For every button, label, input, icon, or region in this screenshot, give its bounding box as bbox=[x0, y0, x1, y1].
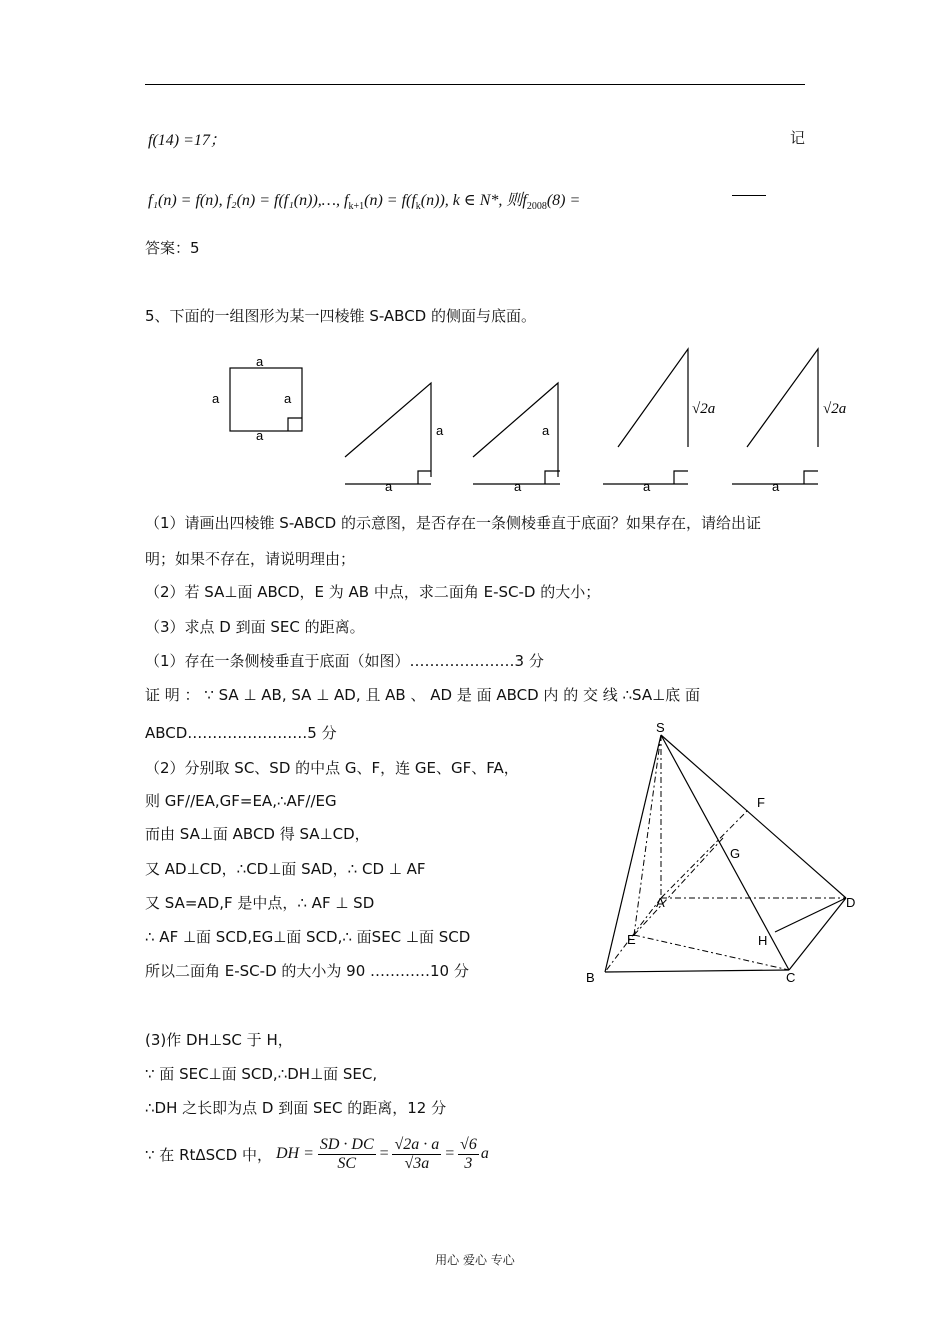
svg-text:G: G bbox=[730, 846, 741, 861]
solution-2-line: 又 AD⊥CD，∴CD⊥面 SAD，∴ CD ⊥ AF bbox=[145, 860, 426, 878]
svg-text:H: H bbox=[758, 933, 768, 948]
solution-proof: 证 明 ： ∵ SA ⊥ AB, SA ⊥ AD, 且 AB 、 AD 是 面 ABCD 内 的 交 线 ∴SA⊥底 面 bbox=[145, 686, 700, 704]
svg-text:A: A bbox=[656, 895, 665, 910]
solution-2-result: 所以二面角 E-SC-D 的大小为 90 …………10 分 bbox=[145, 962, 469, 980]
svg-text:E: E bbox=[627, 932, 636, 947]
svg-text:C: C bbox=[786, 970, 796, 985]
solution-2-line: ∴ AF ⊥面 SCD,EG⊥面 SCD,∴ 面SEC ⊥面 SCD bbox=[145, 928, 471, 946]
solution-3-intro: (3)作 DH⊥SC 于 H， bbox=[145, 1031, 293, 1049]
solution-3-formula: ∵ 在 RtΔSCD 中， DH = $\frac{SD \cdot DC}{SC}$ = $\frac{√2a \cdot a}{√3a}$ = $\frac{√6}{3}$ a bbox=[145, 1135, 489, 1172]
svg-text:a: a bbox=[772, 479, 780, 494]
right-angle-mark bbox=[288, 418, 302, 431]
solution-score-5: ABCD……………………5 分 bbox=[145, 724, 337, 742]
solution-2-line: 又 SA=AD,F 是中点，∴ AF ⊥ SD bbox=[145, 894, 375, 912]
solution-2-line: 而由 SA⊥面 ABCD 得 SA⊥CD， bbox=[145, 825, 370, 843]
side-face-1 bbox=[345, 383, 431, 477]
solution-3-line: ∴DH 之长即为点 D 到面 SEC 的距离，12 分 bbox=[145, 1099, 447, 1117]
svg-text:a: a bbox=[514, 479, 522, 494]
svg-text:a: a bbox=[284, 391, 292, 406]
svg-text:a: a bbox=[436, 423, 444, 438]
svg-text:D: D bbox=[846, 895, 856, 910]
answer-text: 答案：5 bbox=[145, 239, 200, 257]
answer-blank bbox=[732, 195, 766, 196]
question-2: （2）若 SA⊥面 ABCD，E 为 AB 中点，求二面角 E-SC-D 的大小； bbox=[145, 583, 601, 601]
pyramid-figure bbox=[580, 720, 870, 990]
question-1b: 明；如果不存在，请说明理由； bbox=[145, 550, 356, 568]
recursive-formula: f₁(n) = f(n), f₂(n) = f(f₁(n)),…, $f_{k+1}(n) = f(f_k(n))$, k ∈ N*, 则$f_{2008}(8)$ = bbox=[148, 192, 581, 212]
svg-text:B: B bbox=[586, 970, 595, 985]
svg-text:a: a bbox=[256, 354, 264, 369]
solution-2-intro: （2）分别取 SC、SD 的中点 G、F，连 GE、GF、FA， bbox=[145, 759, 519, 777]
solution-2-line: 则 GF//EA,GF=EA,∴AF//EG bbox=[145, 792, 337, 810]
problem-title: 5、下面的一组图形为某一四棱锥 S-ABCD 的侧面与底面。 bbox=[145, 307, 536, 325]
svg-text:√2a: √2a bbox=[692, 401, 716, 417]
svg-text:S: S bbox=[656, 720, 665, 735]
f14-line: f(14) =17； bbox=[148, 132, 226, 149]
solution-1: （1）存在一条侧棱垂直于底面（如图）…………………3 分 bbox=[145, 652, 544, 670]
solution-3-line: ∵ 面 SEC⊥面 SCD,∴DH⊥面 SEC, bbox=[145, 1065, 378, 1083]
svg-text:√2a: √2a bbox=[823, 401, 847, 417]
header-rule bbox=[145, 84, 805, 85]
svg-text:a: a bbox=[542, 423, 550, 438]
question-3: （3）求点 D 到面 SEC 的距离。 bbox=[145, 618, 365, 636]
faces-figure bbox=[200, 345, 880, 500]
ji-char: 记 bbox=[790, 129, 806, 147]
question-1a: （1）请画出四棱锥 S-ABCD 的示意图，是否存在一条侧棱垂直于底面？如果存在，请给出证 bbox=[145, 514, 761, 532]
page-footer: 用心 爱心 专心 bbox=[435, 1253, 515, 1267]
side-face-3 bbox=[618, 349, 688, 447]
svg-text:a: a bbox=[385, 479, 393, 494]
side-face-4 bbox=[747, 349, 818, 447]
svg-text:a: a bbox=[212, 391, 220, 406]
svg-text:a: a bbox=[643, 479, 651, 494]
svg-text:F: F bbox=[757, 795, 765, 810]
svg-text:a: a bbox=[256, 428, 264, 443]
